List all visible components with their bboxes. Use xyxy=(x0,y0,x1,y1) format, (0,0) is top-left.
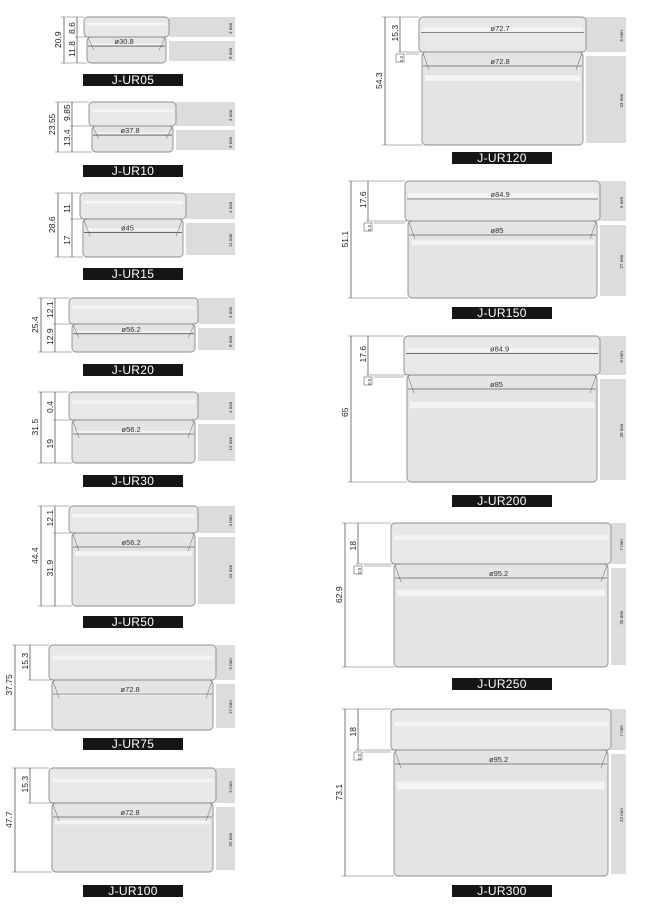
jar-j-ur100 xyxy=(4,768,235,898)
lid-height-value: 17.6 xyxy=(358,345,368,363)
body-diameter-label: ø56.2 xyxy=(121,425,141,434)
body-wall-mm: 8 mm xyxy=(228,47,233,59)
body-wall-mm: 26 mm xyxy=(228,832,233,847)
lid-wall-mm: 4 mm xyxy=(228,515,233,527)
body-diameter-label: ø56.2 xyxy=(121,324,141,334)
lid-diameter-label: ø72.7 xyxy=(490,23,510,33)
total-height-value: 54.3 xyxy=(374,72,384,89)
body-height-value: 17 xyxy=(62,235,72,245)
jar-drawings xyxy=(4,17,626,898)
model-label: J-UR30 xyxy=(111,474,155,488)
body-wall-mm: 38 mm xyxy=(619,423,624,438)
model-label: J-UR10 xyxy=(111,164,155,178)
body-diameter-label: ø85 xyxy=(490,380,503,389)
total-height-value: 25.4 xyxy=(30,316,40,333)
body-wall-mm: 8 mm xyxy=(228,335,233,347)
total-height-value: 44.4 xyxy=(30,547,40,564)
gap-value: 0.5 xyxy=(357,753,362,760)
jar-lid xyxy=(84,17,169,37)
jar-j-ur10 xyxy=(47,102,235,178)
lid-highlight xyxy=(83,201,183,204)
body-highlight xyxy=(55,820,210,824)
body-height-value: 13.4 xyxy=(62,129,72,146)
lid-height-value: 9.85 xyxy=(62,104,72,121)
body-wall-mm: 17 mm xyxy=(228,700,233,714)
body-diameter-label: ø72.8 xyxy=(120,685,140,694)
model-label: J-UR100 xyxy=(108,884,158,898)
jar-j-ur75 xyxy=(4,645,235,751)
lid-highlight xyxy=(92,109,173,112)
body-highlight xyxy=(397,782,605,790)
body-diameter-label: ø30.8 xyxy=(114,37,134,47)
model-label: J-UR15 xyxy=(111,267,155,281)
body-wall-mm: 33 mm xyxy=(619,93,624,108)
jar-lid xyxy=(391,523,611,564)
jar-lid xyxy=(89,102,176,126)
jar-body xyxy=(407,375,597,482)
body-wall-mm: 27 mm xyxy=(619,254,624,269)
lid-height-value: 15.3 xyxy=(20,652,30,670)
jar-body xyxy=(394,750,608,876)
lid-highlight xyxy=(72,514,195,517)
body-height-value: 12.9 xyxy=(45,328,55,345)
total-height-value: 51.1 xyxy=(340,230,350,248)
body-highlight xyxy=(411,240,594,245)
body-diameter-label: ø45 xyxy=(121,223,134,233)
jar-j-ur120 xyxy=(374,17,626,165)
lid-height-value: 15.3 xyxy=(390,24,400,42)
body-wall-mm: 24 mm xyxy=(228,564,233,579)
lid-diameter-label: ø84.9 xyxy=(490,190,510,199)
lid-wall-mm: 6 mm xyxy=(619,351,624,363)
body-wall-mm: 35 mm xyxy=(619,610,624,625)
lid-height-value: 11 xyxy=(62,204,72,213)
total-height-value: 62.9 xyxy=(334,586,344,603)
body-highlight xyxy=(397,590,605,596)
lid-wall-mm: 5 mm xyxy=(228,658,233,670)
gap-value: 0.5 xyxy=(367,224,372,231)
lid-diameter-label: ø84.9 xyxy=(490,344,510,354)
lid-highlight xyxy=(87,23,166,25)
jar-lid xyxy=(49,645,216,680)
jar-j-ur200 xyxy=(340,336,626,508)
lid-highlight xyxy=(72,306,195,309)
total-height-value: 28.6 xyxy=(47,216,57,233)
body-wall-mm: 13 mm xyxy=(228,436,233,451)
lid-wall-mm: 5 mm xyxy=(228,781,233,793)
model-label: J-UR300 xyxy=(477,884,527,898)
jar-j-ur50 xyxy=(30,506,235,629)
lid-height-value: 18 xyxy=(348,541,358,551)
body-diameter-label: ø85 xyxy=(490,226,504,235)
jar-j-ur30 xyxy=(30,392,235,488)
body-height-value: 11.8 xyxy=(67,41,77,57)
jar-lid xyxy=(405,181,600,221)
total-height-value: 31.5 xyxy=(30,418,40,436)
lid-wall-mm: 4 mm xyxy=(228,201,233,213)
gap-value: 0.5 xyxy=(357,567,362,574)
lid-wall-mm: 3 mm xyxy=(228,22,233,34)
lid-height-value: 0.4 xyxy=(45,401,55,413)
lid-wall-mm: 4 mm xyxy=(228,401,233,413)
body-diameter-label: ø37.8 xyxy=(120,126,140,136)
model-label: J-UR150 xyxy=(477,306,527,320)
model-label: J-UR05 xyxy=(111,73,155,87)
lid-height-value: 17.6 xyxy=(358,191,368,208)
body-wall-mm: 43 mm xyxy=(619,808,624,822)
model-label: J-UR75 xyxy=(111,737,155,751)
body-height-value: 19 xyxy=(45,439,55,449)
lid-wall-mm: 7 mm xyxy=(619,725,624,737)
body-wall-mm: 9 mm xyxy=(228,136,233,148)
jar-lid xyxy=(69,392,198,420)
jar-j-ur250 xyxy=(334,523,626,691)
total-height-value: 65 xyxy=(340,407,350,417)
body-height-value: 31.9 xyxy=(45,559,55,577)
lid-highlight xyxy=(52,656,213,660)
jar-lid xyxy=(391,709,611,750)
jar-j-ur150 xyxy=(340,181,626,320)
lid-height-value: 18 xyxy=(348,727,358,737)
total-height-value: 73.1 xyxy=(334,783,344,801)
gap-value: 0.5 xyxy=(399,55,404,62)
body-wall-band xyxy=(176,130,235,150)
model-label: J-UR250 xyxy=(477,677,527,691)
lid-wall-band xyxy=(176,102,235,126)
body-diameter-label: ø95.2 xyxy=(489,569,509,578)
total-height-value: 23.55 xyxy=(47,113,57,135)
jar-lid xyxy=(69,506,198,533)
lid-wall-mm: 5 mm xyxy=(619,30,624,42)
lid-height-value: 8.6 xyxy=(67,22,77,34)
body-highlight xyxy=(75,551,192,555)
jar-lid xyxy=(404,336,600,375)
jar-j-ur300 xyxy=(334,709,626,898)
lid-height-value: 12.1 xyxy=(45,509,55,527)
lid-height-value: 15.3 xyxy=(20,775,30,793)
lid-wall-band xyxy=(169,17,235,37)
lid-highlight xyxy=(394,721,608,726)
jar-j-ur20 xyxy=(30,298,235,377)
jar-body xyxy=(394,564,608,667)
jar-lid xyxy=(49,768,216,803)
lid-height-value: 12.1 xyxy=(45,301,55,318)
body-diameter-label: ø72.8 xyxy=(490,57,510,66)
total-height-value: 47.7 xyxy=(4,811,14,828)
model-label: J-UR20 xyxy=(111,363,155,377)
model-label: J-UR200 xyxy=(477,494,527,508)
body-diameter-label: ø95.2 xyxy=(489,755,509,764)
lid-wall-mm: 4 mm xyxy=(228,306,233,318)
body-wall-band xyxy=(169,41,235,61)
body-highlight xyxy=(410,402,594,408)
jar-lid xyxy=(80,193,186,219)
body-diameter-label: ø72.8 xyxy=(120,808,140,817)
jar-j-ur15 xyxy=(47,193,235,281)
lid-highlight xyxy=(394,535,608,540)
gap-value: 0.5 xyxy=(367,378,372,385)
lid-wall-mm: 3 mm xyxy=(228,109,233,121)
jar-lid xyxy=(69,298,198,324)
model-label: J-UR120 xyxy=(477,151,527,165)
lid-wall-mm: 7 mm xyxy=(619,539,624,551)
total-height-value: 37.75 xyxy=(4,674,14,696)
lid-highlight xyxy=(72,400,195,403)
total-height-value: 20.9 xyxy=(53,31,63,48)
lid-highlight xyxy=(52,779,213,783)
jar-lid xyxy=(419,17,586,52)
model-label: J-UR50 xyxy=(111,615,155,629)
body-wall-mm: 11 mm xyxy=(228,233,233,247)
lid-wall-mm: 6 mm xyxy=(619,196,624,208)
jar-j-ur05 xyxy=(53,17,235,87)
body-diameter-label: ø56.2 xyxy=(121,538,141,547)
body-highlight xyxy=(425,75,580,81)
